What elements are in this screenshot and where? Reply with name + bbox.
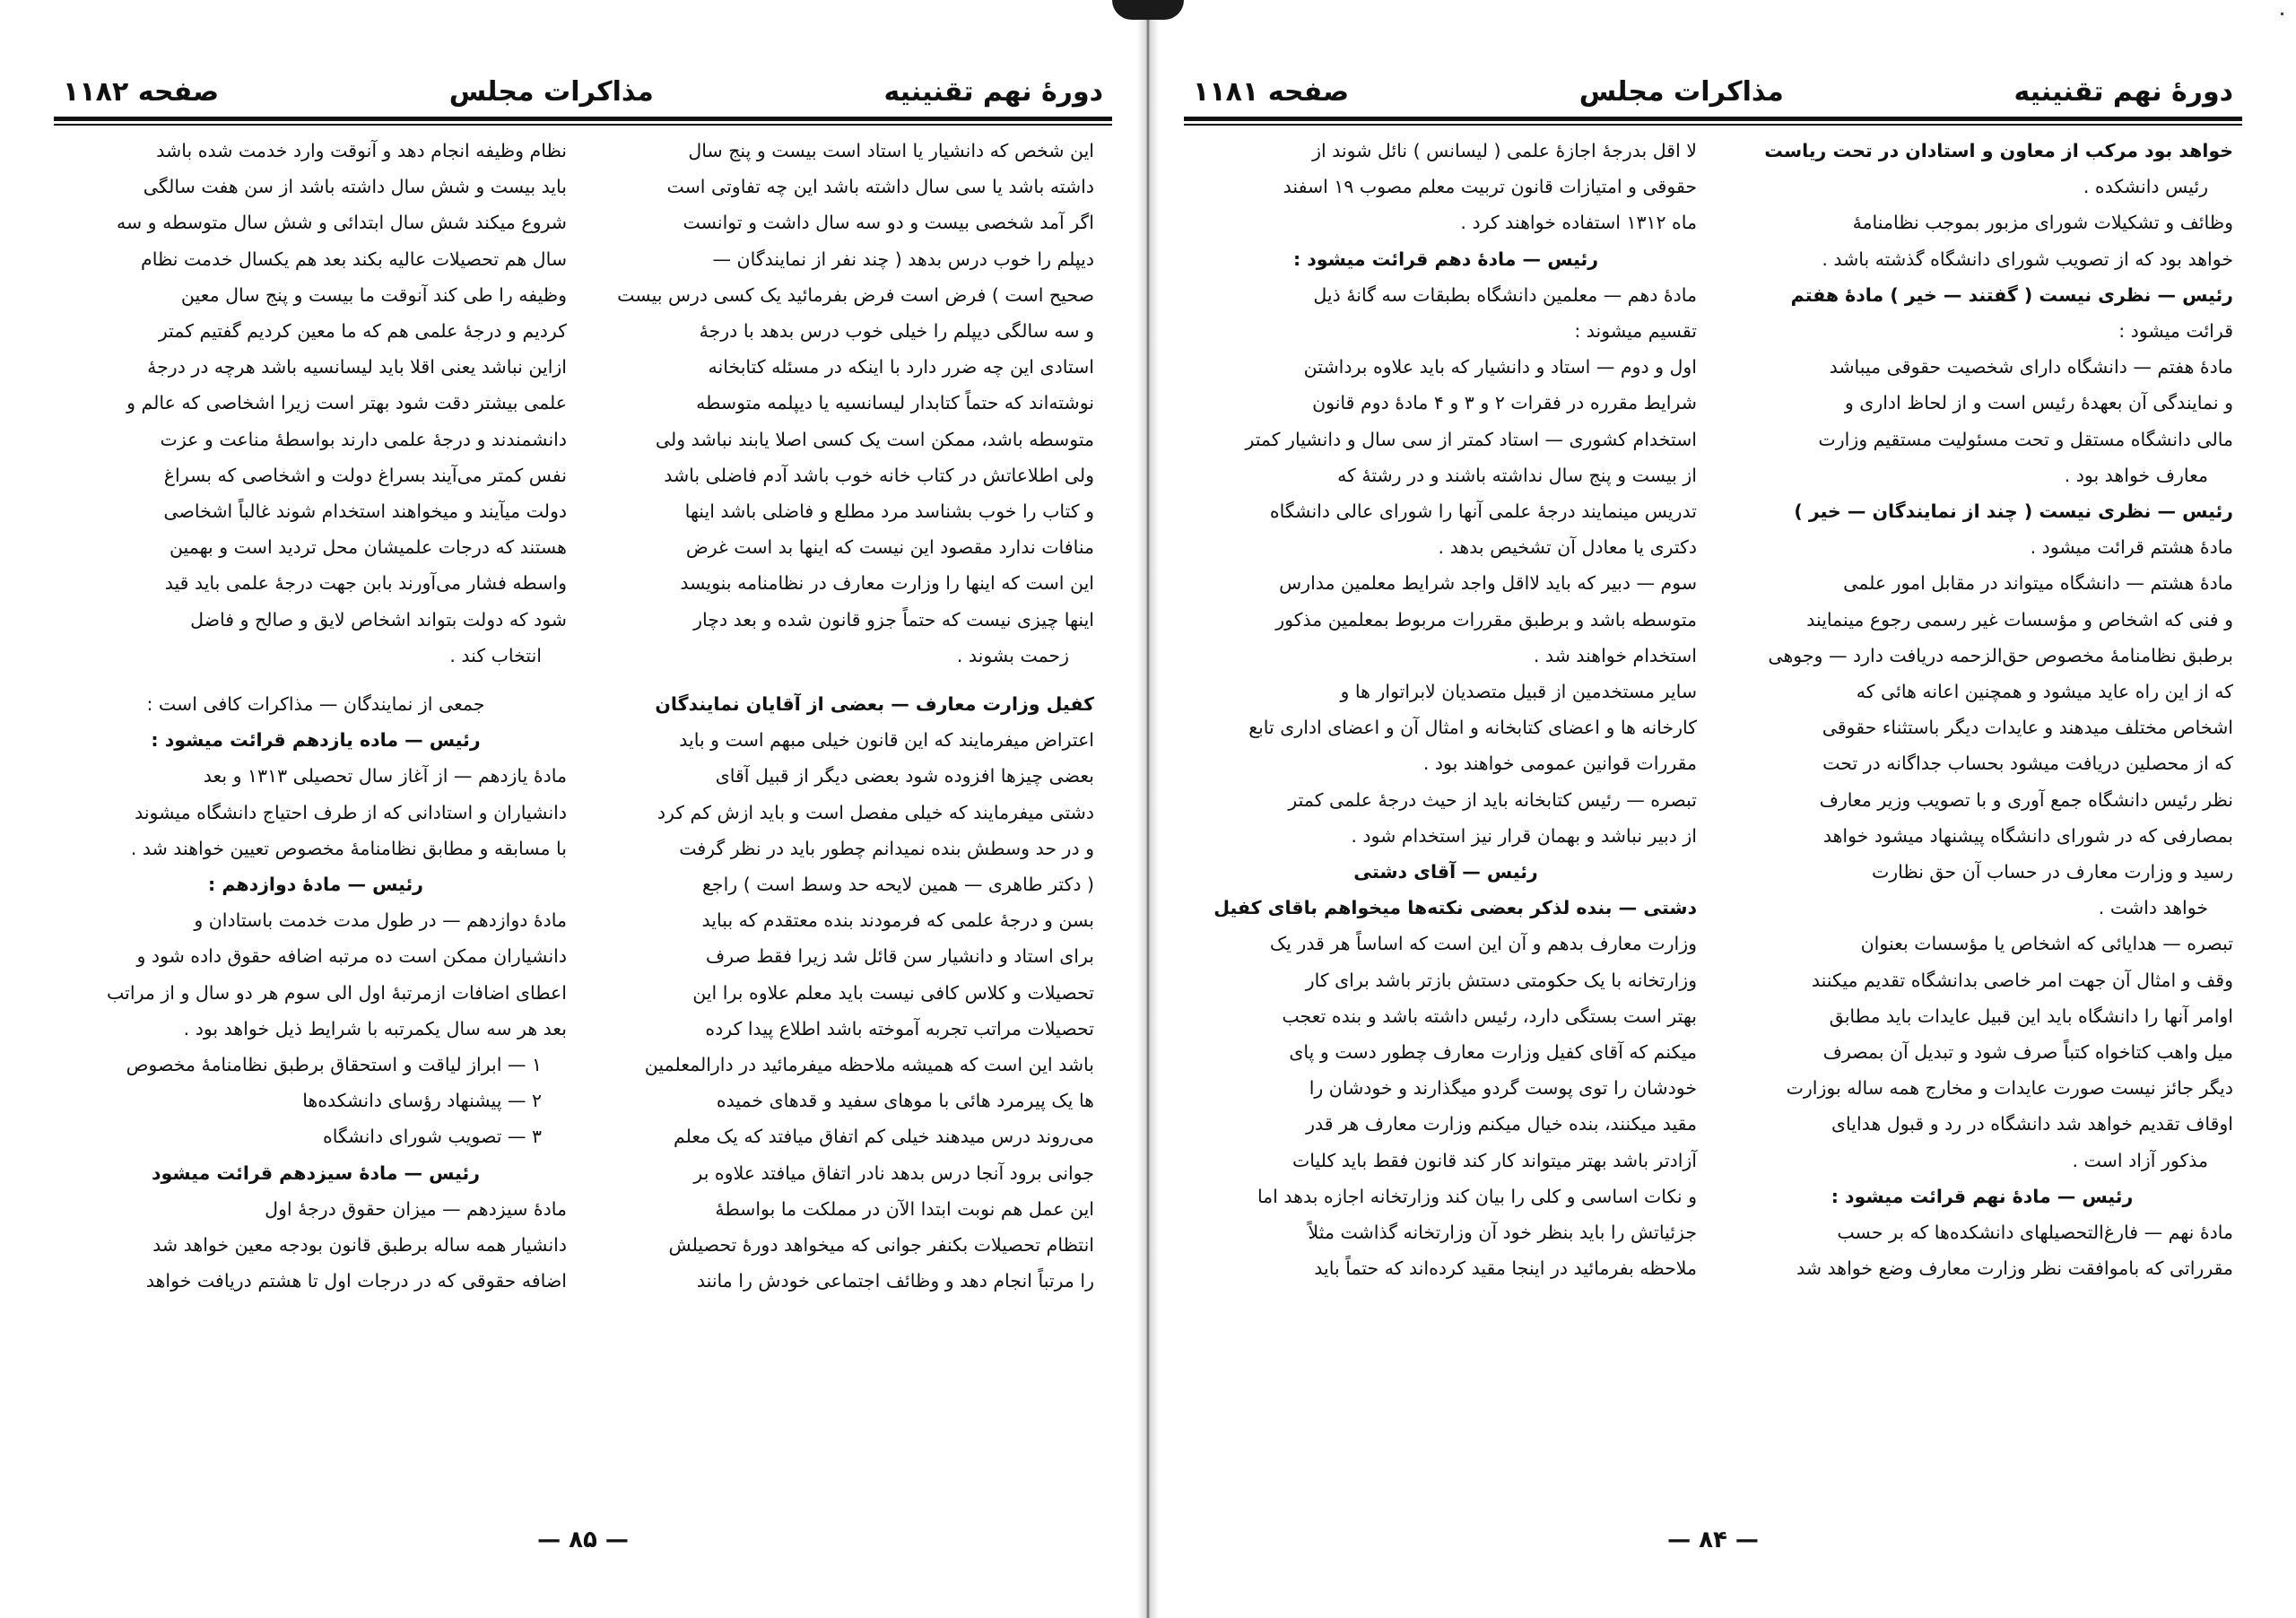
header-period: دورهٔ نهم تقنینیه [2013, 75, 2233, 108]
text-line: ۱ — ابراز لیاقت و استحقاق برطبق نظامنامهٔ مخصوص [126, 1054, 542, 1076]
text-line: ولی اطلاعاتش در کتاب خانه خوب باشد آدم فاضلی باشد [664, 464, 1094, 486]
left-page-header [54, 66, 1112, 117]
text-line: ها یک پیرمرد هائی با موهای سفید و قدهای خمیده [716, 1090, 1094, 1112]
text-line: رئیس — ماده یازدهم قرائت میشود : [151, 729, 481, 752]
text-line: دیپلم را خوب درس بدهد ( چند نفر از نمایندگان — [712, 248, 1094, 270]
text-line: مادهٔ هفتم — دانشگاه دارای شخصیت حقوقی میباشد [1829, 356, 2233, 378]
text-line: دکتری یا معادل آن تشخیص بدهد . [1438, 536, 1697, 559]
text-line: برطبق نظامنامهٔ مخصوص حق‌الزحمه دریافت دارد — وجوهی [1768, 644, 2233, 666]
left-page-right-column [592, 133, 1094, 1300]
text-line: استخدام خواهند شد . [1533, 644, 1697, 666]
text-line: رئیس — نظری نیست ( گفتند — خیر ) مادهٔ هفتم [1790, 283, 2233, 306]
text-line: مادهٔ سیزدهم — میزان حقوق درجهٔ اول [265, 1197, 567, 1220]
text-line: برای استاد و دانشیار سن قائل شد زیرا فقط صرف [705, 945, 1094, 968]
text-line [592, 674, 1094, 686]
text-line: جزئیاتش را باید بنظر خود آن وزارتخانه گذاشت مثلاً [1308, 1222, 1697, 1244]
text-line: تحصیلات و کلاس کافی نیست باید معلم علاوه برا این [692, 981, 1094, 1004]
text-line: ماه ۱۳۱۲ استفاده خواهند کرد . [1460, 212, 1697, 234]
text-line: جوانی برود آنجا درس بدهد نادر اتفاق میافتد علاوه بر [693, 1161, 1094, 1184]
text-line: رئیس — نظری نیست ( چند از نمایندگان — خیر ) [1794, 500, 2233, 523]
text-line: میل واهب کتاخواه کتباً صرف شود و تبدیل آن بمصرف [1822, 1041, 2233, 1064]
text-line: و نمایندگی آن بعهدهٔ رئیس است و از لحاظ اداری و [1844, 392, 2233, 414]
text-line: دانشیاران و استادانی که از طرف احتیاج دانشگاه میشوند [135, 801, 567, 823]
text-line: نظام وظیفه انجام دهد و آنوقت وارد خدمت شده باشد [156, 140, 567, 161]
text-line: واسطه فشار می‌آورند بابن جهت درجهٔ علمی باید قید [164, 572, 567, 595]
text-line [65, 674, 567, 686]
text-line: این است که اینها را وزارت معارف در نظامنامه بنویسد [680, 572, 1094, 595]
book-gutter [1137, 0, 1159, 1618]
text-line: اول و دوم — استاد و دانشیار که باید علاوه برداشتن [1303, 356, 1697, 378]
text-line: سوم — دبیر که باید لااقل واجد شرایط معلمین مدارس [1279, 572, 1697, 595]
text-line: این شخص که دانشیار یا استاد است بیست و پنج سال [688, 140, 1094, 161]
text-line: رئیس — مادهٔ دوازدهم : [207, 874, 423, 896]
text-line: حقوقی و امتیازات قانون تربیت معلم مصوب ۱۹ اسفند [1283, 176, 1697, 198]
text-line: جمعی از نمایندگان — مذاکرات کافی است : [146, 693, 485, 716]
text-line: را مرتباً انجام دهد و وظائف اجتماعی خودش را مانند [696, 1270, 1094, 1292]
right-page-left-column [1195, 133, 1697, 1287]
text-line: ۲ — پیشنهاد رؤسای دانشکده‌ها [302, 1090, 542, 1112]
text-line: خواهد بود مرکب از معاون و استادان در تحت ریاست [1764, 140, 2233, 161]
text-line: و فنی که اشخاص و مؤسسات غیر رسمی رجوع مینمایند [1806, 608, 2233, 631]
text-line: انتظام تحصیلات بکنفر جوانی که میخواهد دورهٔ تحصیلش [668, 1234, 1094, 1257]
text-line: تحصیلات مراتب تجربه آموخته باشد اطلاع پیدا کرده [705, 1017, 1094, 1040]
text-line: رئیس — مادهٔ سیزدهم قرائت میشود [151, 1161, 481, 1184]
text-line: دشتی — بنده لذکر بعضی نکته‌ها میخواهم باقای کفیل [1213, 897, 1697, 919]
text-line: اگر آمد شخصی بیست و دو سه سال داشت و توانست [683, 212, 1094, 234]
header-page-number: صفحه ۱۱۸۱ [1193, 75, 1350, 108]
text-line: مادهٔ هشتم قرائت میشود . [2030, 536, 2233, 559]
text-line: و سه سالگی دیپلم را خیلی خوب درس بدهد با درجهٔ [699, 320, 1094, 343]
header-period: دورهٔ نهم تقنینیه [883, 75, 1103, 108]
text-line: لا اقل بدرجهٔ اجازهٔ علمی ( لیسانس ) نائل شوند از [1312, 140, 1697, 161]
text-line: تقسیم میشوند : [1574, 320, 1697, 343]
text-line: معارف خواهد بود . [2064, 464, 2208, 486]
left-page [54, 0, 1112, 1618]
text-line: بهتر است بستگی دارد، رئیس داشته باشد و بنده تعجب [1282, 1005, 1697, 1027]
header-page-number: صفحه ۱۱۸۲ [63, 75, 220, 108]
header-rule [54, 117, 1112, 121]
text-line: اوامر آنها را دانشگاه باید این قبیل عایدات باید مطابق [1829, 1005, 2233, 1027]
text-line: رئیس — مادهٔ نهم قرائت میشود : [1831, 1185, 2134, 1207]
header-rule-thin [1184, 124, 2242, 126]
text-line: اشخاص مختلف میدهند و عایدات دیگر باستثناء حقوقی [1822, 717, 2233, 739]
text-line: دانشمندند و درجهٔ علمی دارند بواسطهٔ مناعت و عزت [160, 428, 567, 450]
text-line: که از محصلین دریافت میشود بحساب جداگانه در تحت [1822, 752, 2233, 775]
text-line: شروع میکند شش سال ابتدائی و شش سال متوسطه و سه [116, 212, 567, 234]
text-line: خواهد بود که از تصویب شورای دانشگاه گذشته باشد . [1822, 248, 2233, 270]
text-line: مقرراتی که باموافقت نظر وزارت معارف وضع خواهد شد [1796, 1257, 2233, 1280]
text-line: خواهد داشت . [2098, 897, 2208, 919]
text-line: این عمل هم نوبت ابتدا الآن در مملکت ما بواسطهٔ [715, 1197, 1094, 1220]
header-rule [1184, 117, 2242, 121]
text-line: باید بیست و شش سال داشته باشد از سن هفت سالگی [143, 176, 567, 198]
text-line: تدریس مینمایند درجهٔ علمی آنها را شورای عالی دانشگاه [1269, 500, 1697, 523]
text-line: اوقاف تقدیم خواهد شد دانشگاه در رد و قبول هدایای [1831, 1113, 2233, 1135]
text-line: داشته باشد یا سی سال داشته باشد این چه تفاوتی است [666, 176, 1094, 198]
text-line: کفیل وزارت معارف — بعضی از آقایان نمایندگان [655, 693, 1094, 716]
text-line: علمی بیشتر دقت شود بهتر است زیرا اشخاصی که عالم و [126, 392, 567, 414]
text-line: از بیست و پنج سال نداشته باشند و در رشتهٔ که [1337, 464, 1697, 486]
page-folio: — ۸۵ — [537, 1527, 629, 1553]
scan-speck [2281, 13, 2283, 15]
text-line: ملاحظه بفرمائید در اینجا مقید کرده‌اند که حتماً باید [1314, 1257, 1697, 1280]
text-line: رئیس — آقای دشتی [1353, 861, 1538, 883]
text-line: هستند که درجات علمیشان محل تردید است و بهمین [169, 536, 567, 559]
text-line: مادهٔ دوازدهم — در طول مدت خدمت باستادان و [194, 909, 567, 932]
text-line: دیگر جائز نیست صورت عایدات و مخارج همه ساله بوزارت [1786, 1077, 2233, 1100]
text-line: اعتراض میفرمایند که این قانون خیلی مبهم است و باید [679, 729, 1094, 752]
text-line: دانشیاران ممکن است ده مرتبه اضافه حقوق داده شود و [136, 945, 567, 968]
header-rule-thin [54, 124, 1112, 126]
text-line: وزارتخانه با یک حکومتی دستش بازتر باشد برای کار [1305, 969, 1697, 991]
text-line: دانشیار همه ساله برطبق قانون بودجه معین خواهد شد [152, 1234, 567, 1257]
text-line: تبصره — رئیس کتابخانه باید از حیث درجهٔ علمی کمتر [1288, 788, 1697, 811]
text-line: که از این راه عاید میشود و همچنین اعانه هائی که [1856, 681, 2233, 703]
text-line: صحیح است ) فرض است فرض بفرمائید یک کسی درس بیست [617, 283, 1094, 306]
text-line: وزارت معارف بدهم و آن این است که اساساً هر قدر یک [1269, 933, 1697, 955]
text-line: مقید میکنند، بنده خیال میکنم وزارت معارف هر قدر [1306, 1113, 1697, 1135]
text-line: دولت میآیند و میخواهند استخدام شوند غالباً اشخاصی [163, 500, 567, 523]
text-line: و کتاب را خوب بشناسد مرد مطلع و فاضلی باشد اینها [684, 500, 1094, 523]
text-line: رسید و وزارت معارف در حساب آن حق نظارت [1871, 861, 2233, 883]
text-line: اینها چیزی نیست که حتماً جزو قانون شده و بعد دچار [693, 608, 1094, 631]
text-line: متوسطه باشد، ممکن است یک کسی اصلا یابند نباشد ولی [655, 428, 1094, 450]
text-line: با مسابقه و مطابق نظامنامهٔ مخصوص تعیین خواهند شد . [130, 837, 567, 859]
text-line: متوسطه باشد و برطبق مقررات مربوط بمعلمین مذکور [1275, 608, 1697, 631]
text-line: خودشان را توی پوست گردو میگذارند و خودشان را [1309, 1077, 1697, 1100]
text-line: بسن و درجهٔ علمی که فرمودند بنده معتقدم که بباید [701, 909, 1094, 932]
text-line: از دبیر نباشد و بهمان قرار نیز استخدام شود . [1351, 824, 1697, 847]
text-line: زحمت بشوند . [956, 644, 1069, 666]
text-line: سایر مستخدمین از قبیل متصدیان لابراتوار ها و [1340, 681, 1697, 703]
header-title: مذاکرات مجلس [1578, 75, 1784, 108]
text-line: ( دکتر طاهری — همین لایحه حد وسط است ) راجع [702, 874, 1094, 896]
text-line: می‌روند درس میدهند خیلی کم اتفاق میافتد که یک معلم [673, 1126, 1094, 1148]
text-line: باشد این است که همیشه ملاحظه میفرمائید در دارالمعلمین [644, 1054, 1094, 1076]
text-line: شرایط مقرره در فقرات ۲ و ۳ و ۴ مادهٔ دوم قانون [1312, 392, 1697, 414]
text-line: و در حد وسطش بنده نمیدانم چطور باید در نظر گرفت [679, 837, 1094, 859]
text-line: بعد هر سه سال یکمرتبه با شرایط ذیل خواهد بود . [183, 1017, 567, 1040]
text-line: کردیم و درجهٔ علمی هم که ما معین کردیم گفتیم کمتر [158, 320, 567, 343]
text-line: میکنم که آقای کفیل وزارت معارف چطور دست و پای [1289, 1041, 1697, 1064]
text-line: شود که دولت بتواند اشخاص لایق و صالح و فاضل [190, 608, 567, 631]
right-page-header [1184, 66, 2242, 117]
right-page-right-column [1731, 133, 2233, 1287]
text-line: بمصارفی که در شورای دانشگاه پیشنهاد میشود خواهد [1822, 824, 2233, 847]
text-line: اضافه حقوقی که در درجات اول تا هشتم دریافت خواهد [145, 1270, 567, 1292]
text-line: قرائت میشود : [2118, 320, 2233, 343]
text-line: مادهٔ نهم — فارغ‌التحصیلهای دانشکده‌ها که بر حسب [1837, 1222, 2233, 1244]
text-line: نوشته‌اند که حتماً کتابدار لیسانسیه یا دیپلمه متوسطه [696, 392, 1094, 414]
text-line: تبصره — هدایائی که اشخاص یا مؤسسات بعنوان [1860, 933, 2233, 955]
text-line: رئیس — مادهٔ دهم قرائت میشود : [1292, 248, 1599, 270]
text-line: نظر رئیس دانشگاه جمع آوری و با تصویب وزیر معارف [1819, 788, 2233, 811]
text-line: وظائف و تشکیلات شورای مزبور بموجب نظامنامهٔ [1852, 212, 2233, 234]
text-line: رئیس دانشکده . [2083, 176, 2208, 198]
text-line: مالی دانشگاه مستقل و تحت مسئولیت مستقیم وزارت [1818, 428, 2233, 450]
text-line: بعضی چیزها افزوده شود بعضی دیگر از قبیل آقای [715, 765, 1094, 787]
text-line: کارخانه ها و اعضای کتابخانه و امثال آن و اعضای اداری تابع [1248, 717, 1697, 739]
left-page-left-column [65, 133, 567, 1300]
header-title: مذاکرات مجلس [448, 75, 654, 108]
text-line: مادهٔ دهم — معلمین دانشگاه بطبقات سه گانهٔ ذیل [1313, 283, 1697, 306]
text-line: و نکات اساسی و کلی را بیان کند وزارتخانه اجازه بدهد اما [1257, 1185, 1697, 1207]
text-line: آزادتر باشد بهتر میتواند کار کند قانون فقط باید کلیات [1292, 1149, 1697, 1171]
text-line: وظیفه را طی کند آنوقت ما بیست و پنج سال معین [180, 283, 567, 306]
text-line: وقف و امثال آن جهت امر خاصی بدانشگاه تقدیم میکنند [1811, 969, 2233, 991]
text-line: اعطای اضافات ازمرتبهٔ اول الی سوم هر دو سال و از مراتب [107, 981, 567, 1004]
text-line: سال هم تحصیلات عالیه بکند بعد هم یکسال خدمت نظام [141, 248, 567, 270]
text-line: مادهٔ یازدهم — از آغاز سال تحصیلی ۱۳۱۳ و بعد [203, 765, 567, 787]
binding-shadow [1112, 0, 1184, 20]
text-line: مادهٔ هشتم — دانشگاه میتواند در مقابل امور علمی [1843, 572, 2233, 595]
text-line: ۳ — تصویب شورای دانشگاه [322, 1126, 542, 1148]
text-line: انتخاب کند . [449, 644, 542, 666]
right-page [1184, 0, 2242, 1618]
text-line: دشتی میفرمایند که خیلی مفصل است و باید ازش کم کرد [657, 801, 1094, 823]
text-line: مقررات قوانین عمومی خواهند بود . [1422, 752, 1697, 775]
text-line: ازاین نباشد یعنی اقلا باید لیسانسیه باشد هرچه در درجهٔ [147, 356, 567, 378]
text-line: مذکور آزاد است . [2072, 1149, 2208, 1171]
text-line: منافات ندارد مقصود این نیست که اینها بد است غرض [685, 536, 1094, 559]
page-folio: — ۸۴ — [1667, 1527, 1759, 1553]
text-line: استادی این چه ضرر دارد با اینکه در مسئله کتابخانه [708, 356, 1094, 378]
text-line: نفس کمتر می‌آیند بسراغ دولت و اشخاصی که بسراغ [163, 464, 567, 486]
text-line: استخدام کشوری — استاد کمتر از سی سال و دانشیار کمتر [1245, 428, 1697, 450]
